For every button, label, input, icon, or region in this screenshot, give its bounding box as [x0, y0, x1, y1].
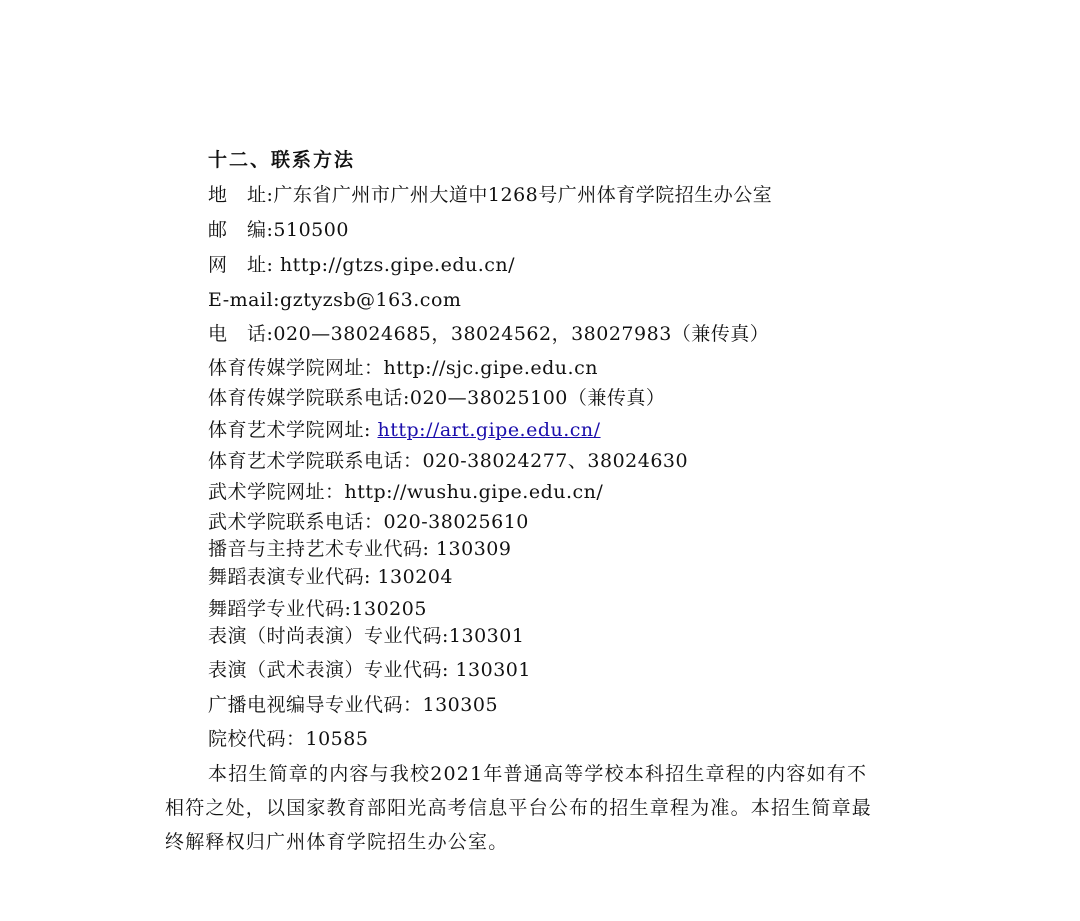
closing-paragraph-line-1: 本招生简章的内容与我校2021年普通高等学校本科招生章程的内容如有不	[208, 763, 868, 785]
dance-studies-code-line: 舞蹈学专业代码:130205	[208, 598, 427, 620]
phone-line: 电 话:020—38024685，38024562，38027983（兼传真）	[208, 323, 770, 345]
art-college-website-line	[208, 418, 601, 442]
website-line: 网 址: http://gtzs.gipe.edu.cn/	[208, 254, 516, 276]
wushu-performance-code-line: 表演（武术表演）专业代码: 130301	[208, 659, 531, 681]
address-line: 地 址:广东省广州市广州大道中1268号广州体育学院招生办公室	[208, 184, 773, 206]
art-college-phone-line: 体育艺术学院联系电话：020-38024277、38024630	[208, 450, 689, 472]
email-line: E-mail:gztyzsb@163.com	[208, 289, 462, 311]
wushu-college-website-line: 武术学院网址：http://wushu.gipe.edu.cn/	[208, 481, 604, 503]
tv-directing-code-line: 广播电视编导专业代码：130305	[208, 694, 499, 716]
closing-paragraph-line-2: 相符之处，以国家教育部阳光高考信息平台公布的招生章程为准。本招生简章最	[165, 797, 873, 819]
art-college-website-label: 体育艺术学院网址:	[208, 419, 378, 441]
media-college-phone-line: 体育传媒学院联系电话:020—38025100（兼传真）	[208, 387, 666, 409]
school-code-line: 院校代码：10585	[208, 728, 369, 750]
wushu-college-phone-line: 武术学院联系电话：020-38025610	[208, 511, 529, 533]
postcode-line: 邮 编:510500	[208, 219, 349, 241]
fashion-performance-code-line: 表演（时尚表演）专业代码:130301	[208, 625, 525, 647]
dance-performance-code-line: 舞蹈表演专业代码: 130204	[208, 566, 453, 588]
media-college-website-line: 体育传媒学院网址：http://sjc.gipe.edu.cn	[208, 357, 598, 379]
closing-paragraph-line-3: 终解释权归广州体育学院招生办公室。	[165, 831, 509, 853]
art-college-website-link[interactable]: http://art.gipe.edu.cn/	[377, 419, 601, 441]
broadcasting-code-line: 播音与主持艺术专业代码: 130309	[208, 538, 512, 560]
section-heading: 十二、联系方法	[208, 149, 356, 171]
